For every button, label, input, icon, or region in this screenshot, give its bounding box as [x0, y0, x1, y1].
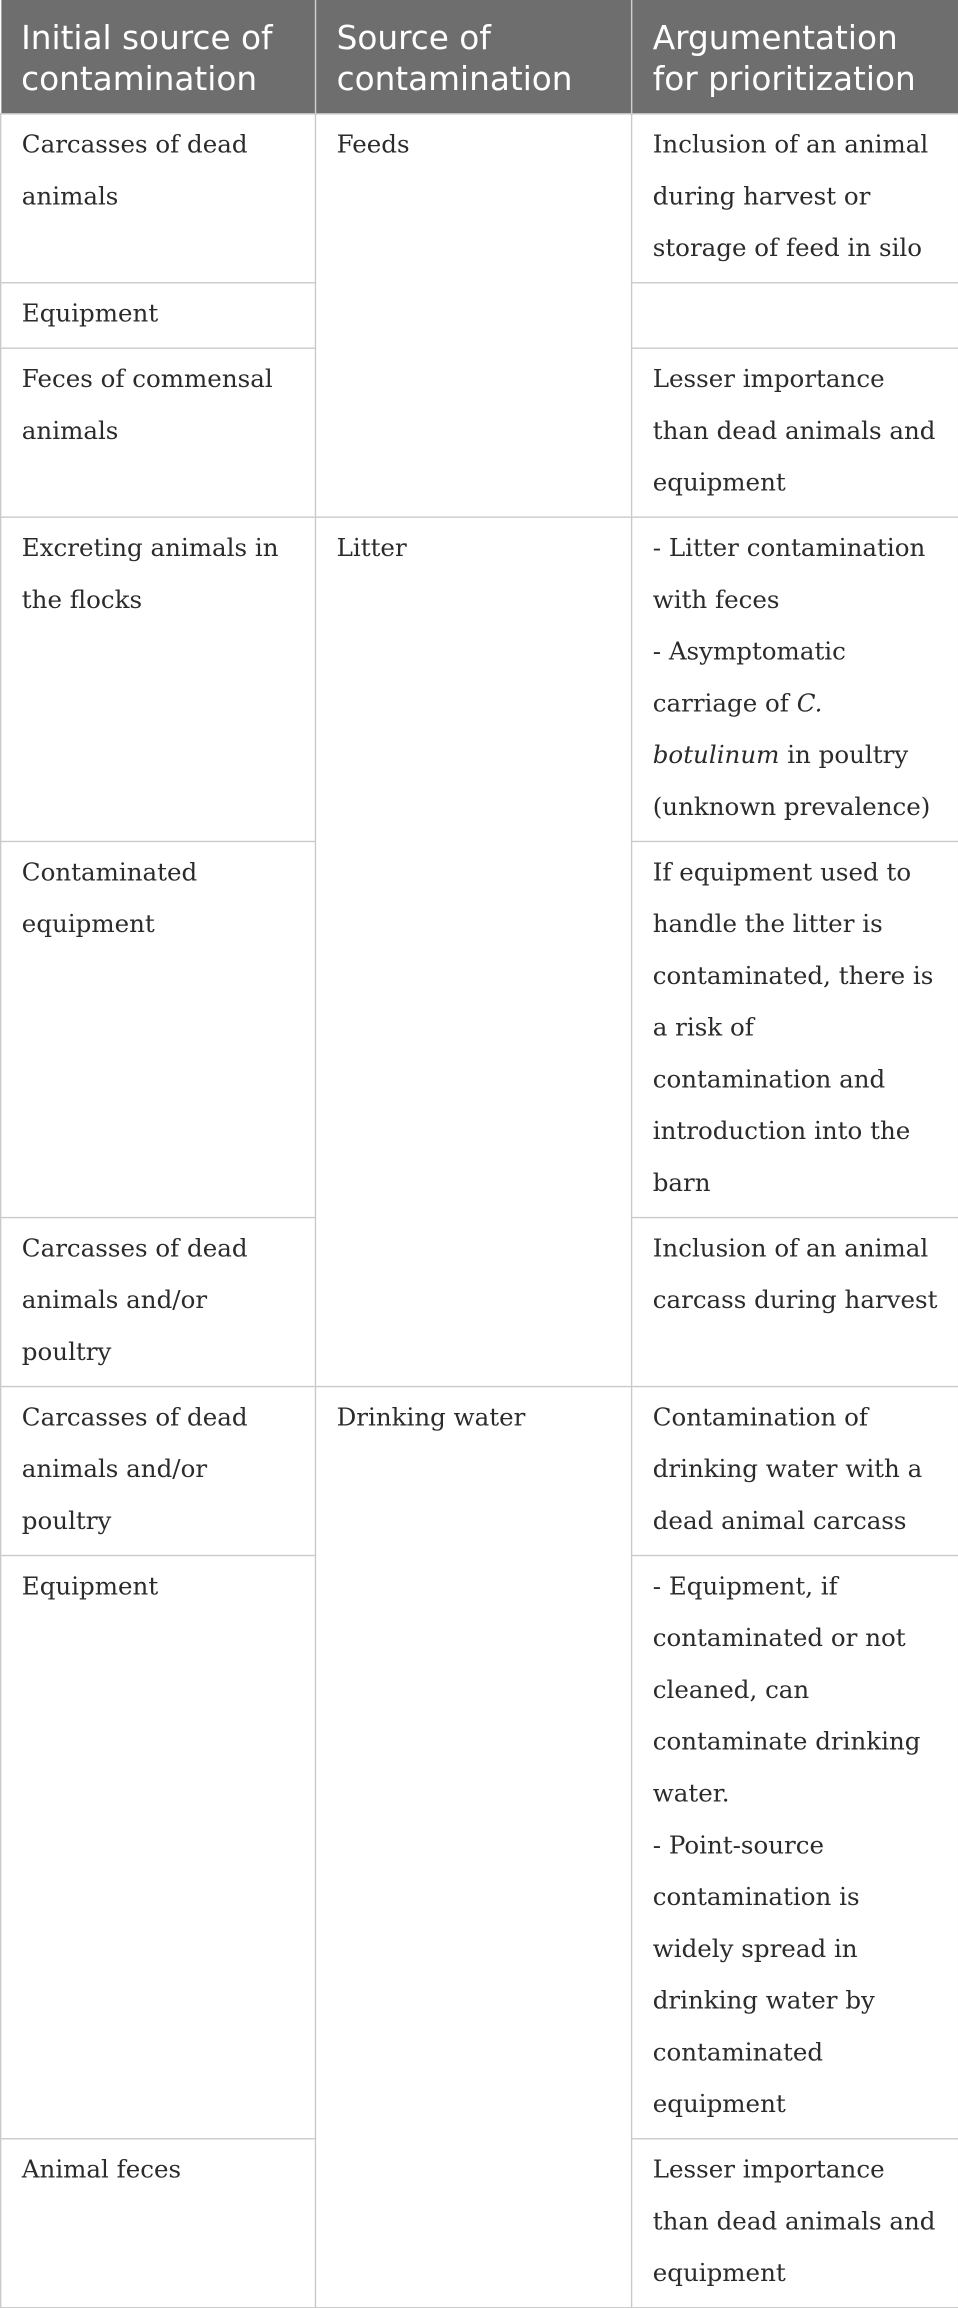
- argument-line: Lesser importance than dead animals and equipment: [652, 2155, 936, 2288]
- cell-argumentation: [632, 283, 958, 348]
- table-header: [1, 0, 958, 114]
- cell-argumentation: [632, 1218, 958, 1387]
- argument-line: - Litter contamination with feces: [652, 534, 926, 615]
- table-row: [1, 517, 958, 841]
- cell-initial-source: Carcasses of dead animals and/or poultry: [1, 1218, 316, 1387]
- cell-initial-source: Excreting animals in the flocks: [1, 517, 316, 841]
- argument-line: [653, 627, 938, 834]
- cell-argumentation: [632, 114, 958, 283]
- cell-argumentation: [632, 517, 958, 841]
- header-argumentation: Argumentation for prioritization: [632, 0, 958, 114]
- cell-source: Litter: [315, 517, 631, 1386]
- table-row: [1, 1387, 958, 1556]
- cell-argumentation: [632, 1387, 958, 1556]
- cell-source: Feeds: [315, 114, 631, 517]
- argument-line: - Equipment, if contaminated or not cleaned, can contaminate drinking water.: [652, 1572, 921, 1809]
- cell-initial-source: Animal feces: [1, 2139, 316, 2308]
- argument-line: - Point-source contamination is widely spread in drinking water by contaminated equipment: [652, 1831, 875, 2119]
- argument-text: - Asymptomatic carriage of: [652, 637, 846, 719]
- cell-source: Drinking water: [315, 1387, 631, 2308]
- cell-initial-source: Carcasses of dead animals: [1, 114, 316, 283]
- argument-line: Contamination of drinking water with a dead animal carcass: [652, 1403, 923, 1536]
- cell-initial-source: Feces of commensal animals: [1, 348, 316, 517]
- cell-argumentation: [632, 841, 958, 1217]
- cell-initial-source: Carcasses of dead animals and/or poultry: [1, 1387, 316, 1556]
- argument-line: If equipment used to handle the litter is contaminated, there is a risk of contamination and introduction into the barn: [652, 858, 934, 1198]
- argument-line: Lesser importance than dead animals and equipment: [652, 365, 936, 498]
- argument-line: Inclusion of an animal during harvest or storage of feed in silo: [652, 130, 929, 264]
- header-initial-source: Initial source of contamination: [1, 0, 316, 114]
- cell-initial-source: Equipment: [1, 283, 316, 348]
- table-row: [1, 114, 958, 283]
- cell-initial-source: Equipment: [1, 1556, 316, 2139]
- argument-text: in poultry (unknown prevalence): [652, 741, 931, 822]
- species-name: C. botulinum: [652, 689, 823, 770]
- table-body: [1, 114, 958, 2308]
- cell-argumentation: [632, 2139, 958, 2308]
- cell-initial-source: Contaminated equipment: [1, 841, 316, 1217]
- argument-line: Inclusion of an animal carcass during harvest: [652, 1234, 938, 1316]
- cell-argumentation: [632, 348, 958, 517]
- cell-argumentation: [632, 1556, 958, 2139]
- header-source: Source of contamination: [315, 0, 631, 114]
- header-row: [1, 0, 958, 114]
